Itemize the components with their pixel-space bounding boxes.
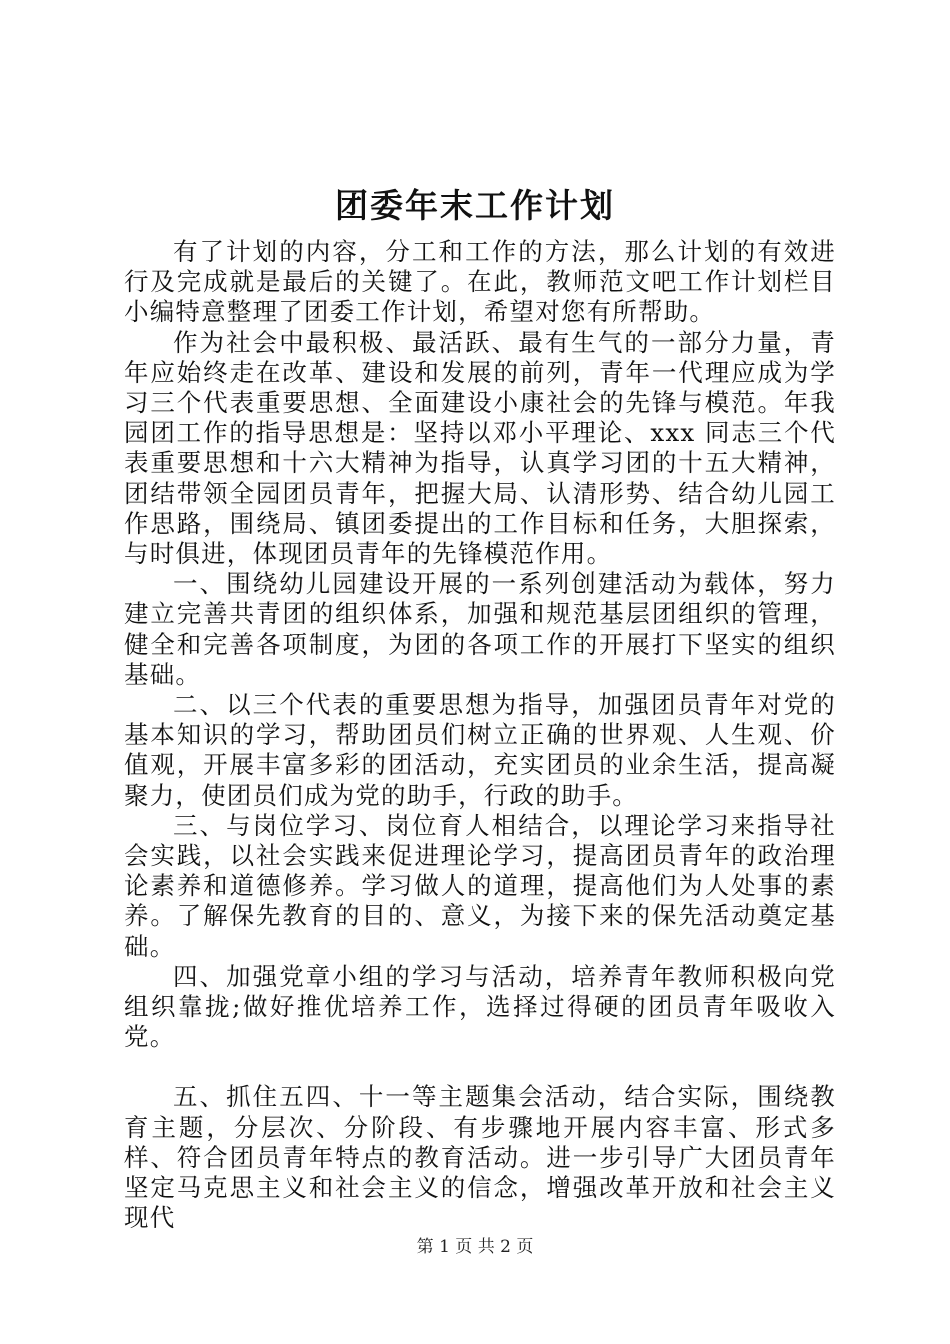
page-footer: 第 1 页 共 2 页: [416, 1237, 534, 1257]
document-title: 团委年末工作计划: [335, 186, 615, 225]
paragraph-spacer: [124, 1052, 836, 1082]
paragraph-guiding-thought: 作为社会中最积极、最活跃、最有生气的一部分力量，青年应始终走在改革、建设和发展的前列，青年一代理应成为学习三个代表重要思想、全面建设小康社会的先锋与模范。年我园团工作的指导思想是：坚持以邓小平理论、xxx 同志三个代表重要思想和十六大精神为指导，认真学习团的十五大精神，团结带领全园团员青年，把握大局、认清形势、结合幼儿园工作思路，围绕局、镇团委提出的工作目标和任务，大胆探索，与时俱进，体现团员青年的先锋模范作用。: [124, 327, 836, 569]
paragraph-item-5: 五、抓住五四、十一等主题集会活动，结合实际，围绕教育主题，分层次、分阶段、有步骤地开展内容丰富、形式多样、符合团员青年特点的教育活动。进一步引导广大团员青年坚定马克思主义和社会主义的信念，增强改革开放和社会主义现代: [124, 1082, 836, 1233]
paragraph-item-3: 三、与岗位学习、岗位育人相结合，以理论学习来指导社会实践，以社会实践来促进理论学习，提高团员青年的政治理论素养和道德修养。学习做人的道理，提高他们为人处事的素养。了解保先教育的目的、意义，为接下来的保先活动奠定基础。: [124, 810, 836, 961]
paragraph-item-2: 二、以三个代表的重要思想为指导，加强团员青年对党的基本知识的学习，帮助团员们树立正确的世界观、人生观、价值观，开展丰富多彩的团活动，充实团员的业余生活，提高凝聚力，使团员们成为党的助手，行政的助手。: [124, 690, 836, 810]
paragraph-intro: 有了计划的内容，分工和工作的方法，那么计划的有效进行及完成就是最后的关键了。在此，教师范文吧工作计划栏目小编特意整理了团委工作计划，希望对您有所帮助。: [124, 237, 836, 327]
document-body: [124, 237, 836, 1234]
paragraph-item-1: 一、围绕幼儿园建设开展的一系列创建活动为载体，努力建立完善共青团的组织体系，加强和规范基层团组织的管理，健全和完善各项制度，为团的各项工作的开展打下坚实的组织基础。: [124, 569, 836, 689]
paragraph-item-4: 四、加强党章小组的学习与活动，培养青年教师积极向党组织靠拢;做好推优培养工作，选择过得硬的团员青年吸收入党。: [124, 961, 836, 1052]
